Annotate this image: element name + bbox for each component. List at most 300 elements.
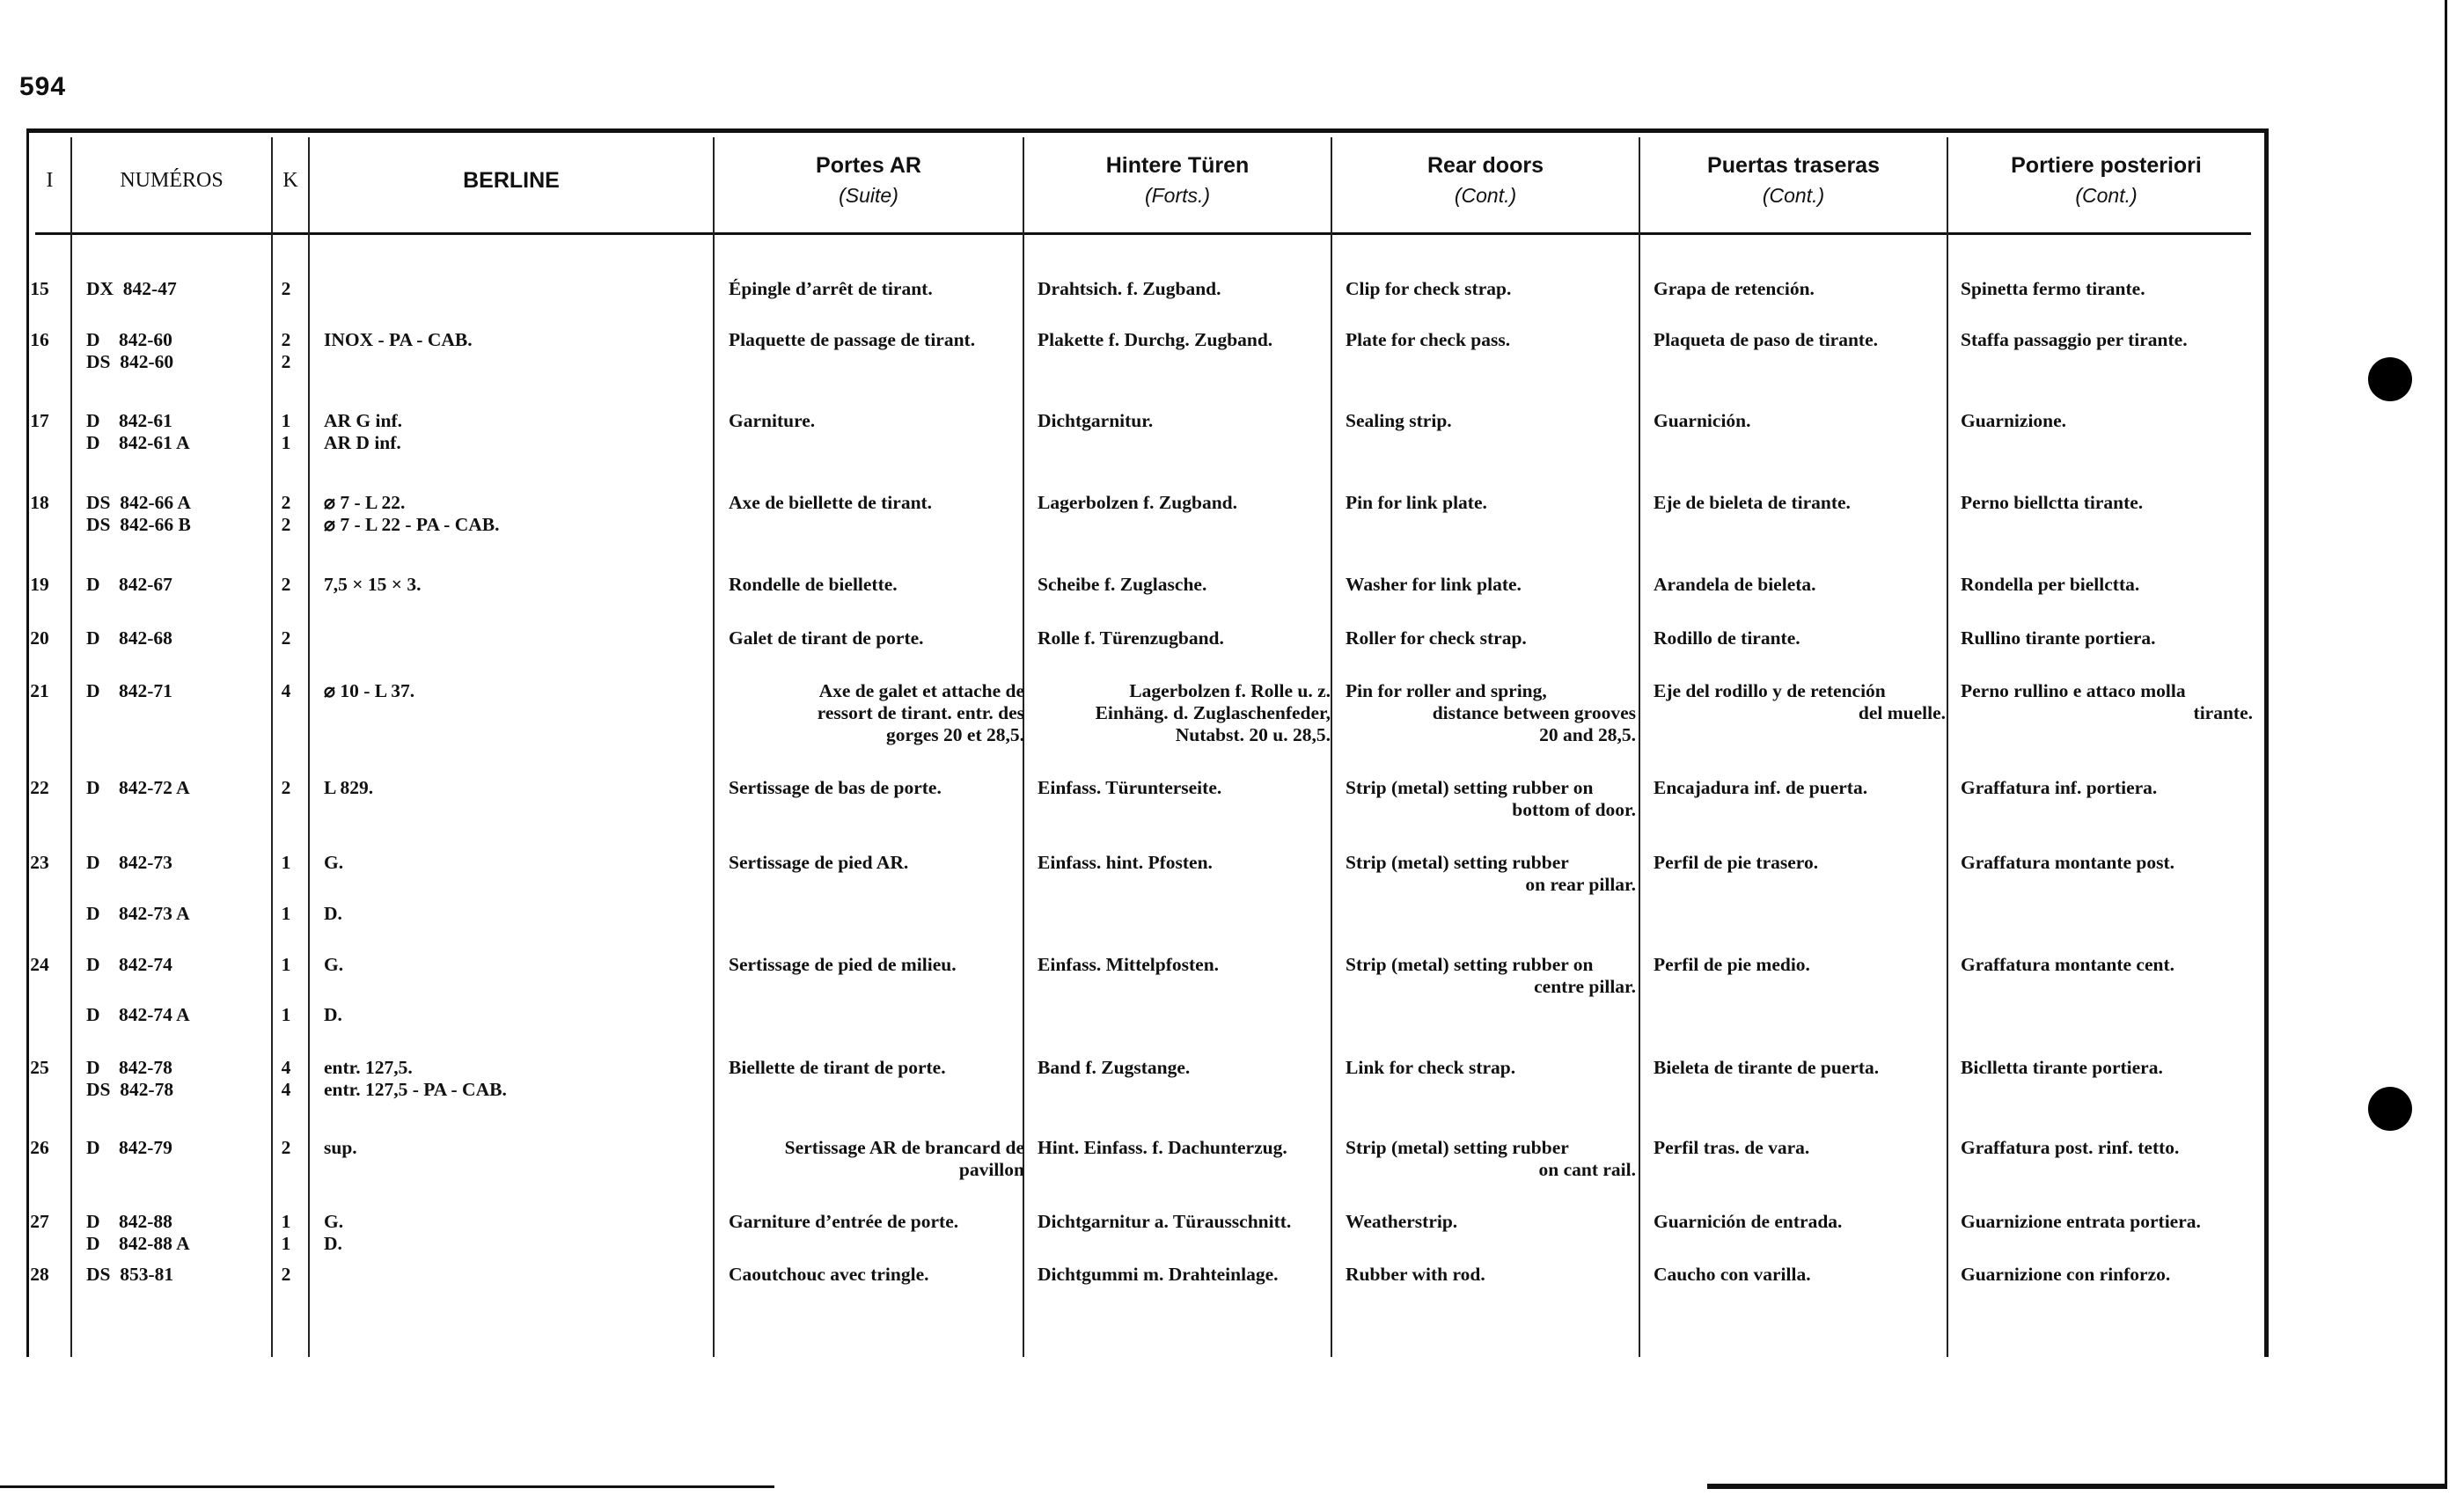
description-french-line: ressort de tirant. entr. des <box>817 702 1024 723</box>
description-english-line: Strip (metal) setting rubber <box>1346 1137 1569 1158</box>
part-number-line: D 842-73 A <box>86 903 190 924</box>
part-number <box>86 903 280 925</box>
description-spanish <box>1654 680 1946 724</box>
part-number-line: D 842-60 <box>86 329 172 350</box>
description-french <box>729 680 1024 746</box>
description-spanish-line: Caucho con varilla. <box>1654 1264 1811 1285</box>
description-german-line: Dichtgummi m. Drahteinlage. <box>1038 1264 1279 1285</box>
berline-spec <box>324 777 711 799</box>
berline-spec-line: 7,5 × 15 × 3. <box>324 574 422 595</box>
part-number <box>86 574 280 596</box>
quantity <box>264 492 308 536</box>
quantity <box>264 903 308 925</box>
description-spanish <box>1654 777 1946 799</box>
table-row <box>26 410 2269 453</box>
table-header-rule <box>35 232 2251 235</box>
description-german <box>1038 278 1331 300</box>
quantity-line: 1 <box>281 1004 291 1025</box>
part-number-line: DS 842-60 <box>86 351 174 372</box>
header-spanish-subtitle: (Cont.) <box>1762 184 1825 207</box>
description-english-line: distance between grooves <box>1432 702 1636 723</box>
part-number-line: DS 853-81 <box>86 1264 174 1285</box>
description-spanish-line: Perfil tras. de vara. <box>1654 1137 1810 1158</box>
part-number-line: D 842-68 <box>86 627 172 649</box>
row-index: 17 <box>30 410 49 431</box>
berline-spec <box>324 680 711 702</box>
header-berline <box>310 128 713 232</box>
row-index: 22 <box>30 777 49 798</box>
description-english-line: Weatherstrip. <box>1346 1211 1458 1232</box>
description-german-line: Einfass. Türunterseite. <box>1038 777 1222 798</box>
berline-spec-line: L 829. <box>324 777 374 798</box>
description-french-line: Sertissage de pied de milieu. <box>729 954 957 975</box>
quantity-line: 2 <box>281 1264 291 1285</box>
description-spanish <box>1654 278 1946 300</box>
header-index-label: I <box>46 168 54 192</box>
berline-spec <box>324 492 711 536</box>
description-spanish-line: Perfil de pie medio. <box>1654 954 1810 975</box>
berline-spec <box>324 1057 711 1101</box>
berline-spec <box>324 903 711 925</box>
description-english <box>1346 680 1636 746</box>
header-italian <box>1948 128 2264 232</box>
description-french <box>729 777 1024 799</box>
header-spanish-title: Puertas traseras <box>1707 153 1880 178</box>
part-number <box>86 852 280 874</box>
table-row <box>26 954 2269 997</box>
quantity <box>264 1137 308 1159</box>
page-frame-bottom-left <box>0 1485 774 1488</box>
berline-spec-line: ⌀ 10 - L 37. <box>324 680 415 701</box>
quantity-line: 2 <box>281 627 291 649</box>
description-english-line: centre pillar. <box>1534 976 1636 997</box>
table-row <box>26 329 2269 372</box>
description-english-line: on rear pillar. <box>1525 874 1636 895</box>
quantity-line: 1 <box>281 410 291 431</box>
berline-spec <box>324 954 711 976</box>
description-german <box>1038 627 1331 649</box>
description-italian-line: Rullino tirante portiera. <box>1961 627 2156 649</box>
part-number <box>86 329 280 373</box>
column-divider <box>1947 137 1948 1357</box>
quantity <box>264 954 308 976</box>
part-number-line: DX 842-47 <box>86 278 177 299</box>
description-spanish-line: Grapa de retención. <box>1654 278 1815 299</box>
part-number <box>86 680 280 702</box>
header-english-subtitle: (Cont.) <box>1454 184 1517 207</box>
description-english-line: Pin for roller and spring, <box>1346 680 1547 701</box>
header-spanish <box>1640 128 1947 232</box>
row-index: 28 <box>30 1264 49 1285</box>
description-french-line: Caoutchouc avec tringle. <box>729 1264 929 1285</box>
part-number-line: D 842-61 <box>86 410 172 431</box>
description-french <box>729 1211 1024 1233</box>
description-german-line: Lagerbolzen f. Rolle u. z. <box>1129 680 1331 701</box>
description-french-line: Épingle d’arrêt de tirant. <box>729 278 933 299</box>
quantity-line: 2 <box>281 278 291 299</box>
description-german <box>1038 329 1331 351</box>
description-english <box>1346 574 1636 596</box>
table-row <box>26 852 2269 895</box>
quantity-line: 4 <box>281 680 291 701</box>
description-german-line: Einfass. hint. Pfosten. <box>1038 852 1213 873</box>
part-number-line: D 842-61 A <box>86 432 190 453</box>
description-english <box>1346 1211 1636 1233</box>
berline-spec-line: D. <box>324 1233 342 1254</box>
description-italian-line: Staffa passaggio per tirante. <box>1961 329 2188 350</box>
description-german-line: Dichtgarnitur a. Türausschnitt. <box>1038 1211 1292 1232</box>
description-spanish-line: Guarnición. <box>1654 410 1751 431</box>
berline-spec-line: INOX - PA - CAB. <box>324 329 473 350</box>
part-number <box>86 1211 280 1255</box>
description-french-line: Sertissage de bas de porte. <box>729 777 942 798</box>
header-german-title: Hintere Türen <box>1105 153 1250 178</box>
description-french-line: Biellette de tirant de porte. <box>729 1057 946 1078</box>
header-index <box>29 128 70 232</box>
description-german <box>1038 1211 1331 1233</box>
table-row <box>26 680 2269 745</box>
description-english <box>1346 627 1636 649</box>
description-english <box>1346 278 1636 300</box>
description-french-line: Sertissage de pied AR. <box>729 852 909 873</box>
description-english <box>1346 777 1636 821</box>
part-number <box>86 278 280 300</box>
row-index: 15 <box>30 278 49 299</box>
description-english <box>1346 852 1636 896</box>
part-number <box>86 1057 280 1101</box>
header-k-label: K <box>282 168 298 192</box>
part-number-line: D 842-71 <box>86 680 172 701</box>
description-german-line: Band f. Zugstange. <box>1038 1057 1191 1078</box>
description-english-line: Plate for check pass. <box>1346 329 1511 350</box>
table-right-rule <box>2264 128 2269 1357</box>
description-italian <box>1961 1057 2253 1079</box>
description-spanish <box>1654 574 1946 596</box>
description-french-line: pavillon <box>958 1159 1024 1180</box>
description-english-line: Washer for link plate. <box>1346 574 1522 595</box>
quantity <box>264 777 308 799</box>
quantity-line: 2 <box>281 492 291 513</box>
description-german <box>1038 1057 1331 1079</box>
description-italian <box>1961 777 2253 799</box>
description-german <box>1038 492 1331 514</box>
column-divider <box>1639 137 1640 1357</box>
description-german <box>1038 1137 1331 1159</box>
description-italian <box>1961 680 2253 724</box>
part-number-line: D 842-79 <box>86 1137 172 1158</box>
description-italian-line: Graffatura montante cent. <box>1961 954 2175 975</box>
berline-spec-line: sup. <box>324 1137 357 1158</box>
description-english <box>1346 1137 1636 1181</box>
part-number <box>86 954 280 976</box>
description-german-line: Rolle f. Türenzugband. <box>1038 627 1224 649</box>
part-number-line: D 842-74 <box>86 954 172 975</box>
berline-spec <box>324 329 711 351</box>
quantity <box>264 1264 308 1286</box>
description-english-line: bottom of door. <box>1512 799 1636 820</box>
part-number <box>86 1004 280 1026</box>
quantity-line: 2 <box>281 329 291 350</box>
quantity <box>264 1211 308 1255</box>
row-index: 21 <box>30 680 49 701</box>
description-english-line: 20 and 28,5. <box>1539 724 1636 745</box>
table-row <box>26 278 2269 299</box>
header-english <box>1332 128 1639 232</box>
description-french <box>729 574 1024 596</box>
part-number-line: D 842-72 A <box>86 777 190 798</box>
quantity <box>264 627 308 649</box>
table-left-rule <box>26 128 29 1357</box>
row-index: 27 <box>30 1211 49 1232</box>
berline-spec <box>324 1137 711 1159</box>
header-italian-title: Portiere posteriori <box>2011 153 2202 178</box>
description-english-line: Clip for check strap. <box>1346 278 1512 299</box>
description-french <box>729 954 1024 976</box>
part-number <box>86 492 280 536</box>
quantity-line: 2 <box>281 514 291 535</box>
quantity <box>264 410 308 454</box>
part-number-line: D 842-73 <box>86 852 172 873</box>
description-german-line: Scheibe f. Zuglasche. <box>1038 574 1207 595</box>
part-number-line: D 842-88 A <box>86 1233 190 1254</box>
table-row <box>26 492 2269 535</box>
berline-spec-line: G. <box>324 852 344 873</box>
berline-spec-line: AR D inf. <box>324 432 401 453</box>
header-berline-label: BERLINE <box>463 167 560 193</box>
description-french <box>729 627 1024 649</box>
description-italian <box>1961 574 2253 596</box>
description-german <box>1038 852 1331 874</box>
description-italian <box>1961 1264 2253 1286</box>
description-spanish-line: Encajadura inf. de puerta. <box>1654 777 1868 798</box>
quantity-line: 2 <box>281 351 291 372</box>
description-english-line: Rubber with rod. <box>1346 1264 1485 1285</box>
description-french <box>729 852 1024 874</box>
description-spanish-line: Bieleta de tirante de puerta. <box>1654 1057 1880 1078</box>
quantity-line: 1 <box>281 1211 291 1232</box>
quantity <box>264 329 308 373</box>
description-german <box>1038 680 1331 746</box>
description-italian-line: Graffatura montante post. <box>1961 852 2175 873</box>
description-spanish-line: Arandela de bieleta. <box>1654 574 1816 595</box>
header-english-title: Rear doors <box>1427 153 1544 178</box>
part-number <box>86 410 280 454</box>
description-french <box>729 329 1024 351</box>
header-french-title: Portes AR <box>816 153 921 178</box>
description-spanish <box>1654 1264 1946 1286</box>
table-row <box>26 777 2269 820</box>
table-row <box>26 1137 2269 1180</box>
quantity-line: 2 <box>281 777 291 798</box>
column-divider <box>713 137 715 1357</box>
description-spanish <box>1654 492 1946 514</box>
berline-spec-line: D. <box>324 903 342 924</box>
table-header <box>26 128 2269 232</box>
quantity <box>264 278 308 300</box>
description-french <box>729 1264 1024 1286</box>
description-spanish-line: Eje de bieleta de tirante. <box>1654 492 1851 513</box>
description-italian <box>1961 492 2253 514</box>
description-french-line: Rondelle de biellette. <box>729 574 898 595</box>
description-english-line: Link for check strap. <box>1346 1057 1516 1078</box>
description-italian <box>1961 1211 2253 1233</box>
quantity-line: 4 <box>281 1057 291 1078</box>
parts-table <box>26 128 2269 1357</box>
table-row <box>26 1264 2269 1285</box>
description-french-line: Garniture. <box>729 410 816 431</box>
description-italian <box>1961 852 2253 874</box>
description-spanish-line: Rodillo de tirante. <box>1654 627 1800 649</box>
header-german-subtitle: (Forts.) <box>1144 184 1211 207</box>
description-english-line: on cant rail. <box>1538 1159 1636 1180</box>
berline-spec-line: G. <box>324 1211 344 1232</box>
quantity-line: 1 <box>281 1233 291 1254</box>
header-numeros-label: NUMÉROS <box>120 168 224 192</box>
description-italian-line: Graffatura post. rinf. tetto. <box>1961 1137 2180 1158</box>
description-english-line: Pin for link plate. <box>1346 492 1487 513</box>
description-french-line: Axe de galet et attache de <box>818 680 1024 701</box>
description-spanish-line: Guarnición de entrada. <box>1654 1211 1843 1232</box>
quantity-line: 1 <box>281 903 291 924</box>
row-index: 19 <box>30 574 49 595</box>
description-italian-line: Spinetta fermo tirante. <box>1961 278 2145 299</box>
description-italian <box>1961 329 2253 351</box>
row-index: 23 <box>30 852 49 873</box>
description-italian-line: Guarnizione con rinforzo. <box>1961 1264 2171 1285</box>
berline-spec <box>324 574 711 596</box>
punch-hole <box>2368 357 2412 401</box>
description-french-line: Galet de tirant de porte. <box>729 627 924 649</box>
description-italian-line: Rondella per biellctta. <box>1961 574 2140 595</box>
description-french-line: Plaquette de passage de tirant. <box>729 329 976 350</box>
quantity <box>264 852 308 874</box>
part-number-line: D 842-88 <box>86 1211 172 1232</box>
description-spanish <box>1654 1137 1946 1159</box>
part-number-line: D 842-74 A <box>86 1004 190 1025</box>
page-frame-right <box>2445 0 2447 1489</box>
description-german-line: Drahtsich. f. Zugband. <box>1038 278 1221 299</box>
description-german-line: Einhäng. d. Zuglaschenfeder, <box>1095 702 1331 723</box>
part-number <box>86 777 280 799</box>
quantity-line: 4 <box>281 1079 291 1100</box>
description-english <box>1346 954 1636 998</box>
quantity-line: 2 <box>281 574 291 595</box>
description-german-line: Einfass. Mittelpfosten. <box>1038 954 1220 975</box>
description-english-line: Sealing strip. <box>1346 410 1452 431</box>
berline-spec <box>324 1211 711 1255</box>
description-french <box>729 1137 1024 1181</box>
row-index: 26 <box>30 1137 49 1158</box>
header-french-subtitle: (Suite) <box>839 184 898 207</box>
berline-spec-line: ⌀ 7 - L 22. <box>324 492 406 513</box>
description-german-line: Nutabst. 20 u. 28,5. <box>1175 724 1331 745</box>
description-english <box>1346 1264 1636 1286</box>
part-number <box>86 1264 280 1286</box>
description-spanish-line: Plaqueta de paso de tirante. <box>1654 329 1879 350</box>
part-number-line: D 842-67 <box>86 574 172 595</box>
header-k <box>273 128 308 232</box>
description-german <box>1038 574 1331 596</box>
description-german-line: Dichtgarnitur. <box>1038 410 1154 431</box>
description-french <box>729 1057 1024 1079</box>
description-italian-line: Biclletta tirante portiera. <box>1961 1057 2163 1078</box>
description-spanish <box>1654 852 1946 874</box>
quantity <box>264 574 308 596</box>
table-row <box>26 627 2269 649</box>
description-spanish-line: Eje del rodillo y de retención <box>1654 680 1886 701</box>
description-english <box>1346 329 1636 351</box>
quantity-line: 1 <box>281 954 291 975</box>
quantity <box>264 1057 308 1101</box>
part-number-line: DS 842-78 <box>86 1079 174 1100</box>
part-number <box>86 1137 280 1159</box>
page-number: 594 <box>19 72 67 101</box>
header-italian-subtitle: (Cont.) <box>2075 184 2138 207</box>
description-italian <box>1961 1137 2253 1159</box>
row-index: 18 <box>30 492 49 513</box>
description-english-line: Strip (metal) setting rubber on <box>1346 777 1594 798</box>
description-spanish <box>1654 954 1946 976</box>
part-number-line: DS 842-66 B <box>86 514 191 535</box>
berline-spec-line: entr. 127,5 - PA - CAB. <box>324 1079 507 1100</box>
description-spanish <box>1654 627 1946 649</box>
column-divider <box>70 137 72 1357</box>
row-index: 25 <box>30 1057 49 1078</box>
table-row <box>26 1211 2269 1254</box>
description-english-line: Roller for check strap. <box>1346 627 1527 649</box>
description-italian-line: Perno biellctta tirante. <box>1961 492 2144 513</box>
description-german-line: Lagerbolzen f. Zugband. <box>1038 492 1237 513</box>
berline-spec-line: entr. 127,5. <box>324 1057 413 1078</box>
page-frame-bottom-right <box>1707 1484 2446 1489</box>
description-french <box>729 278 1024 300</box>
punch-hole <box>2368 1087 2412 1131</box>
part-number-line: D 842-78 <box>86 1057 172 1078</box>
description-german <box>1038 777 1331 799</box>
description-italian-line: Guarnizione entrata portiera. <box>1961 1211 2201 1232</box>
table-row <box>26 574 2269 595</box>
description-italian-line: Guarnizione. <box>1961 410 2067 431</box>
description-german <box>1038 1264 1331 1286</box>
description-french <box>729 410 1024 432</box>
description-spanish <box>1654 1057 1946 1079</box>
description-spanish-line: del muelle. <box>1858 702 1946 723</box>
description-english <box>1346 410 1636 432</box>
quantity <box>264 1004 308 1026</box>
part-number-line: DS 842-66 A <box>86 492 191 513</box>
description-french <box>729 492 1024 514</box>
description-german-line: Hint. Einfass. f. Dachunterzug. <box>1038 1137 1287 1158</box>
description-italian <box>1961 278 2253 300</box>
description-french-line: gorges 20 et 28,5. <box>885 724 1024 745</box>
quantity-line: 2 <box>281 1137 291 1158</box>
description-italian <box>1961 627 2253 649</box>
description-french-line: Sertissage AR de brancard de <box>784 1137 1024 1158</box>
column-divider <box>271 137 273 1357</box>
description-french-line: Garniture d’entrée de porte. <box>729 1211 959 1232</box>
table-row <box>26 903 2269 924</box>
description-english <box>1346 492 1636 514</box>
description-spanish-line: Perfil de pie trasero. <box>1654 852 1819 873</box>
description-italian-line: Perno rullino e attaco molla <box>1961 680 2186 701</box>
berline-spec-line: G. <box>324 954 344 975</box>
description-spanish <box>1654 329 1946 351</box>
description-spanish <box>1654 1211 1946 1233</box>
description-italian-line: tirante. <box>2193 702 2253 723</box>
description-italian-line: Graffatura inf. portiera. <box>1961 777 2158 798</box>
table-row <box>26 1057 2269 1100</box>
berline-spec <box>324 410 711 454</box>
